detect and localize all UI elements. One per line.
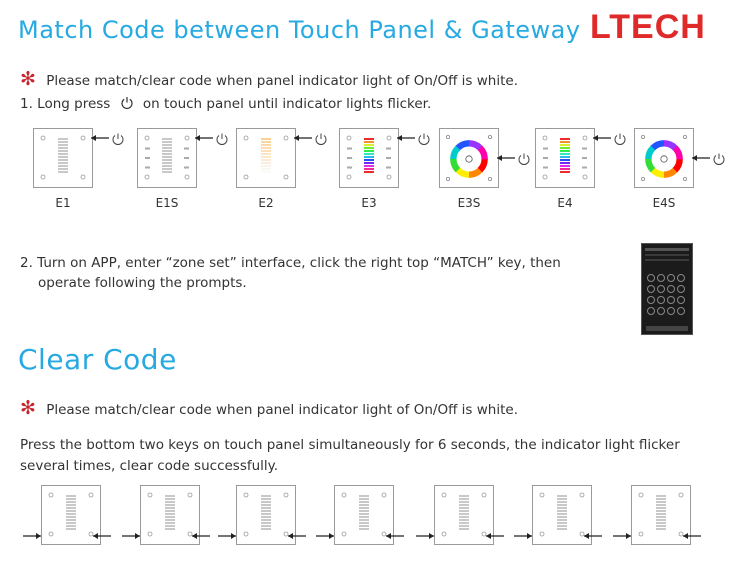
phone-zone-button (647, 307, 655, 315)
panel-caption-E1: E1 (55, 196, 71, 210)
app-phone-screenshot (641, 243, 693, 335)
arrow-left-icon (681, 528, 705, 544)
arrow-power-indicator (89, 130, 125, 146)
phone-zone-button (677, 296, 685, 304)
phone-zone-button (657, 274, 665, 282)
touch-panel-E4S (634, 128, 694, 188)
arrow-left-icon (582, 528, 606, 544)
clear-note-text: Please match/clear code when panel indicator light of On/Off is white. (46, 402, 518, 418)
arrow-left-icon (484, 528, 508, 544)
arrow-left-icon (414, 528, 438, 544)
arrow-left-icon (314, 528, 338, 544)
arrow-power-indicator (690, 150, 726, 166)
arrow-left-icon (21, 528, 45, 544)
phone-zone-button (667, 307, 675, 315)
arrow-power-indicator (395, 130, 431, 146)
phone-zone-button (667, 296, 675, 304)
clear-desc-line2: several times, clear code successfully. (20, 458, 279, 474)
asterisk-icon: ✻ (20, 397, 36, 419)
match-note-text: Please match/clear code when panel indicator light of On/Off is white. (46, 73, 518, 89)
phone-zone-button (657, 285, 665, 293)
touch-panel-E2 (236, 128, 296, 188)
arrow-left-icon (512, 528, 536, 544)
clear-note (20, 397, 518, 419)
arrow-left-icon (91, 528, 115, 544)
phone-zone-button (647, 296, 655, 304)
panel-caption-E4S: E4S (652, 196, 676, 210)
panel-caption-E2: E2 (258, 196, 274, 210)
phone-zone-button (657, 307, 665, 315)
arrow-left-icon (286, 528, 310, 544)
phone-zone-button (647, 285, 655, 293)
arrow-power-indicator (591, 130, 627, 146)
step1-line (20, 96, 431, 112)
step2-line2: operate following the prompts. (38, 275, 247, 291)
arrow-power-indicator (193, 130, 229, 146)
step2-line1: 2. Turn on APP, enter “zone set” interface, click the right top “MATCH” key, then (20, 255, 561, 271)
page-title: Match Code between Touch Panel & Gateway (18, 16, 581, 44)
touch-panel-E3 (339, 128, 399, 188)
touch-panel-E4 (535, 128, 595, 188)
arrow-left-icon (384, 528, 408, 544)
step1-suffix: on touch panel until indicator lights flicker. (142, 96, 432, 112)
phone-zone-button (667, 285, 675, 293)
arrow-left-icon (216, 528, 240, 544)
touch-panel-E1S (137, 128, 197, 188)
arrow-left-icon (120, 528, 144, 544)
phone-zone-button (677, 307, 685, 315)
phone-zone-button (677, 274, 685, 282)
phone-zone-button (677, 285, 685, 293)
asterisk-icon: ✻ (20, 68, 36, 90)
step1-prefix: 1. Long press (20, 96, 111, 112)
arrow-power-indicator (292, 130, 328, 146)
power-icon (120, 96, 134, 110)
touch-panel-E3S (439, 128, 499, 188)
ltech-logo: LTECH (590, 8, 706, 46)
touch-panel-E1 (33, 128, 93, 188)
clear-code-title: Clear Code (18, 343, 177, 376)
clear-desc-line1: Press the bottom two keys on touch panel simultaneously for 6 seconds, the indicator light flicker (20, 437, 680, 453)
match-note (20, 68, 518, 90)
panel-caption-E4: E4 (557, 196, 573, 210)
panel-caption-E1S: E1S (155, 196, 179, 210)
phone-zone-button (657, 296, 665, 304)
arrow-power-indicator (495, 150, 531, 166)
arrow-left-icon (611, 528, 635, 544)
phone-zone-button (647, 274, 655, 282)
panel-caption-E3: E3 (361, 196, 377, 210)
panel-caption-E3S: E3S (457, 196, 481, 210)
phone-zone-button (667, 274, 675, 282)
arrow-left-icon (190, 528, 214, 544)
